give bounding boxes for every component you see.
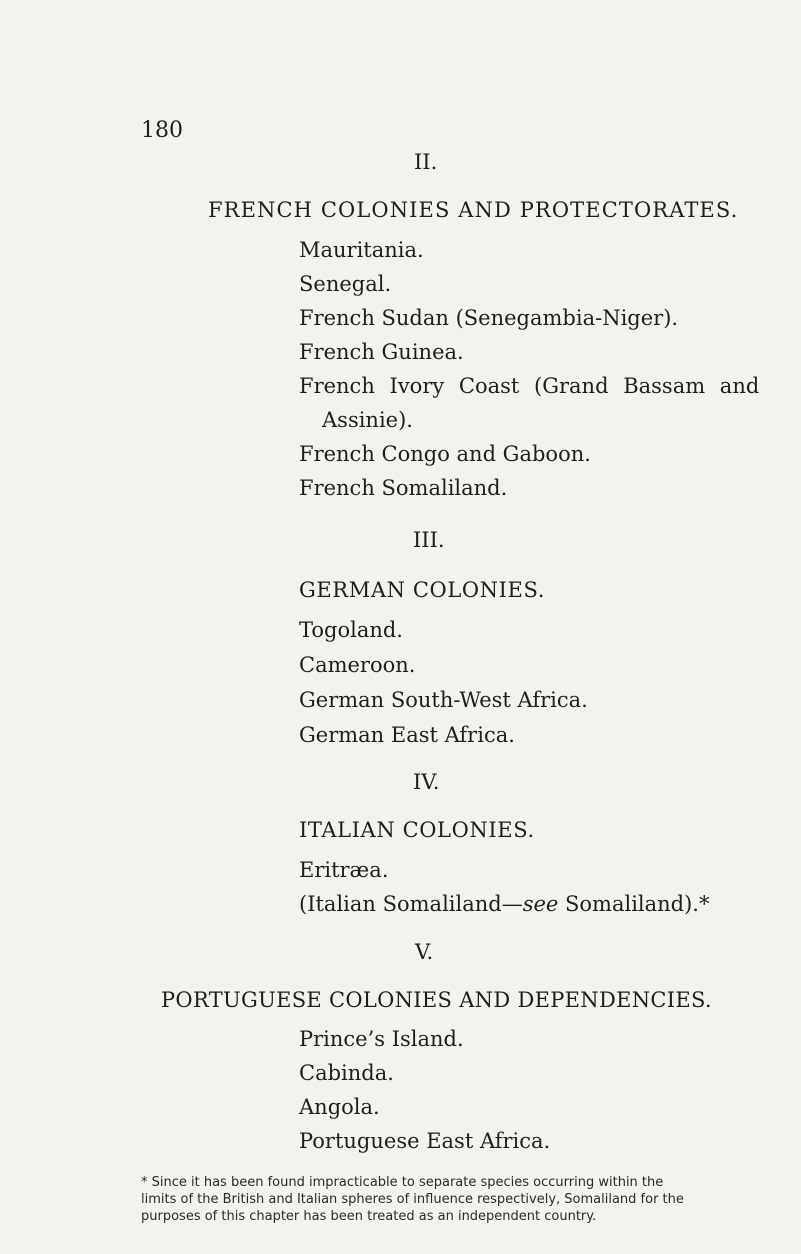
- list-item: French Ivory Coast (Grand Bassam and: [299, 374, 760, 398]
- section-heading: ITALIAN COLONIES.: [299, 818, 535, 842]
- list-item-text: (Italian Somaliland—: [299, 892, 523, 916]
- footnote-line: limits of the British and Italian spheres of influence respectively, Somaliland for the: [141, 1192, 684, 1207]
- list-item: Senegal.: [299, 272, 392, 296]
- list-item: French Somaliland.: [299, 476, 508, 500]
- list-item-text: Somaliland).*: [558, 892, 710, 916]
- list-item: Togoland.: [299, 618, 403, 642]
- section-numeral: IV.: [413, 770, 440, 794]
- list-item: Cameroon.: [299, 653, 416, 677]
- section-numeral: III.: [413, 528, 445, 552]
- section-heading: FRENCH COLONIES AND PROTECTORATES.: [208, 198, 739, 222]
- list-item: Eritræa.: [299, 858, 389, 882]
- section-heading: GERMAN COLONIES.: [299, 578, 545, 602]
- list-item: Cabinda.: [299, 1061, 394, 1085]
- footnote-line: purposes of this chapter has been treated as an independent country.: [141, 1209, 597, 1224]
- list-item: Prince’s Island.: [299, 1027, 464, 1051]
- footnote: [141, 1174, 684, 1225]
- list-item: French Congo and Gaboon.: [299, 442, 591, 466]
- list-item: German East Africa.: [299, 723, 515, 747]
- section-numeral: II.: [414, 150, 438, 174]
- list-item: French Sudan (Senegambia-Niger).: [299, 306, 679, 330]
- section-numeral: V.: [415, 940, 434, 964]
- list-item-continuation: Assinie).: [322, 408, 413, 432]
- see-reference: see: [522, 892, 559, 916]
- page-number: 180: [141, 118, 183, 143]
- list-item: French Guinea.: [299, 340, 464, 364]
- footnote-line: * Since it has been found impracticable to separate species occurring within the: [141, 1175, 664, 1190]
- list-item: German South-West Africa.: [299, 688, 588, 712]
- section-heading: PORTUGUESE COLONIES AND DEPENDENCIES.: [161, 988, 712, 1012]
- list-item: [299, 894, 710, 915]
- list-item: Portuguese East Africa.: [299, 1129, 551, 1153]
- list-item: Mauritania.: [299, 238, 424, 262]
- list-item: Angola.: [299, 1095, 380, 1119]
